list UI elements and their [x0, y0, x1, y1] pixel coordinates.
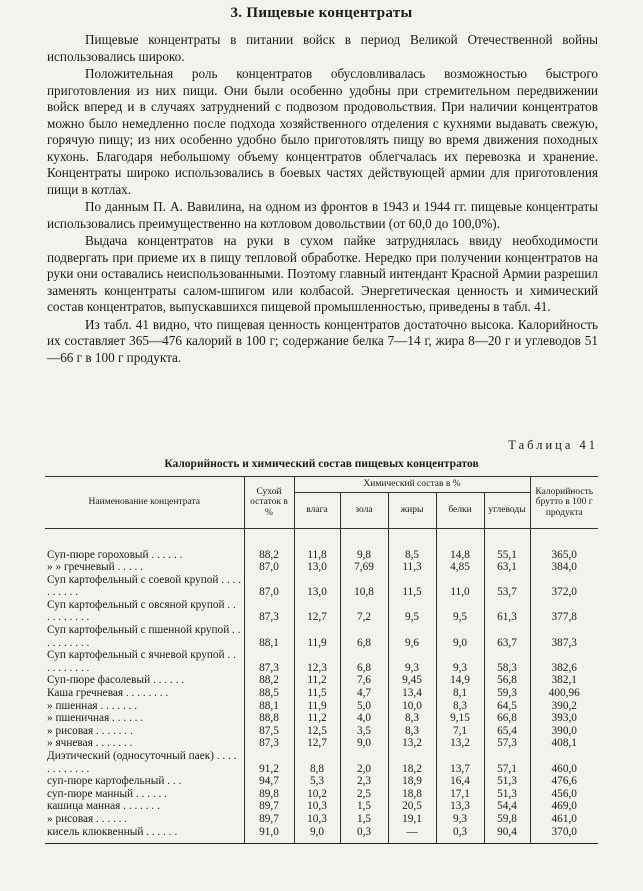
table-row — [45, 712, 598, 725]
cell-ash: 4,0 — [340, 712, 388, 725]
cell-ash: 4,7 — [340, 687, 388, 700]
cell-ash: 9,8 — [340, 528, 388, 561]
cell-dry: 91,2 — [244, 750, 294, 775]
cell-moisture: 13,0 — [294, 561, 340, 574]
table-row — [45, 599, 598, 624]
cell-name: » » гречневый . . . . . — [47, 561, 143, 574]
cell-dry: 88,8 — [244, 712, 294, 725]
cell-ash: 9,0 — [340, 737, 388, 750]
header-dry-residue: Сухой остаток в % — [244, 477, 294, 529]
cell-protein: 13,2 — [436, 737, 484, 750]
paragraph: Из табл. 41 видно, что пищевая ценность концентратов достаточно высока. Калорийность их составляет 365—476 калорий в 100 г; содержание белка 7—14 г, жира 8—20 г и углеводов 51—66 г в 100 г продукта. — [47, 316, 598, 365]
cell-carbs: 90,4 — [484, 826, 530, 844]
table-row — [45, 800, 598, 813]
cell-ash: 10,8 — [340, 574, 388, 599]
table-row — [45, 750, 598, 775]
cell-moisture: 12,7 — [294, 599, 340, 624]
cell-calories: 408,1 — [530, 737, 598, 750]
cell-fat: 8,3 — [388, 725, 436, 738]
cell-carbs: 54,4 — [484, 800, 530, 813]
cell-name: Диэтический (односуточный паек) . . . . . . . . . . . . — [47, 750, 237, 775]
cell-moisture: 11,9 — [294, 700, 340, 713]
header-chemical-composition: Химический состав в % — [294, 477, 530, 493]
cell-ash: 2,0 — [340, 750, 388, 775]
cell-moisture: 12,3 — [294, 649, 340, 674]
cell-protein: 14,9 — [436, 674, 484, 687]
cell-fat: 9,6 — [388, 624, 436, 649]
cell-moisture: 10,3 — [294, 813, 340, 826]
cell-dry: 87,0 — [244, 574, 294, 599]
cell-protein: 11,0 — [436, 574, 484, 599]
table-row — [45, 674, 598, 687]
cell-protein: 9,3 — [436, 649, 484, 674]
cell-ash: 2,5 — [340, 788, 388, 801]
cell-calories: 390,2 — [530, 700, 598, 713]
table-row — [45, 574, 598, 599]
cell-fat: 19,1 — [388, 813, 436, 826]
cell-protein: 8,1 — [436, 687, 484, 700]
cell-fat: — — [388, 826, 436, 844]
cell-protein: 13,7 — [436, 750, 484, 775]
cell-moisture: 10,3 — [294, 800, 340, 813]
cell-ash: 7,6 — [340, 674, 388, 687]
cell-protein: 4,85 — [436, 561, 484, 574]
cell-carbs: 53,7 — [484, 574, 530, 599]
table-row — [45, 725, 598, 738]
cell-dry: 87,3 — [244, 649, 294, 674]
paragraph: Выдача концентратов на руки в сухом пайке затруднялась ввиду необходимости подвергать при приеме их в пищу тепловой обработке. Нередко при получении концентратов на руки они оставались неиспользованными. Поэтому главный интендант Красной Армии разрешил заменять концентраты салом-шпигом или колбасой. Энергетическая ценность и химический состав концентратов, выпускавшихся пищевой промышленностью, приведены в табл. 41. — [47, 233, 598, 314]
cell-ash: 1,5 — [340, 813, 388, 826]
cell-dry: 88,2 — [244, 674, 294, 687]
cell-calories: 390,0 — [530, 725, 598, 738]
cell-protein: 7,1 — [436, 725, 484, 738]
cell-ash: 6,8 — [340, 624, 388, 649]
cell-carbs: 55,1 — [484, 528, 530, 561]
header-calories: Калорийность брутто в 100 г продукта — [530, 477, 598, 529]
composition-table — [45, 476, 598, 844]
table-row — [45, 813, 598, 826]
cell-ash: 3,5 — [340, 725, 388, 738]
cell-dry: 87,3 — [244, 599, 294, 624]
cell-carbs: 56,8 — [484, 674, 530, 687]
cell-carbs: 63,1 — [484, 561, 530, 574]
table-row — [45, 624, 598, 649]
cell-carbs: 57,1 — [484, 750, 530, 775]
cell-protein: 9,5 — [436, 599, 484, 624]
table-number: Таблица 41 — [508, 438, 598, 452]
cell-carbs: 59,8 — [484, 813, 530, 826]
cell-dry: 88,1 — [244, 624, 294, 649]
cell-calories: 377,8 — [530, 599, 598, 624]
cell-moisture: 11,9 — [294, 624, 340, 649]
cell-protein: 17,1 — [436, 788, 484, 801]
cell-dry: 87,5 — [244, 725, 294, 738]
table-row — [45, 826, 598, 844]
cell-fat: 20,5 — [388, 800, 436, 813]
cell-dry: 94,7 — [244, 775, 294, 788]
cell-moisture: 11,5 — [294, 687, 340, 700]
cell-dry: 88,5 — [244, 687, 294, 700]
cell-name: Каша гречневая . . . . . . . . — [47, 687, 169, 700]
table-row — [45, 788, 598, 801]
cell-name: кисель клюквенный . . . . . . — [47, 825, 178, 838]
cell-moisture: 12,7 — [294, 737, 340, 750]
cell-dry: 88,1 — [244, 700, 294, 713]
header-fat: жиры — [388, 492, 436, 528]
cell-fat: 8,3 — [388, 712, 436, 725]
cell-moisture: 8,8 — [294, 750, 340, 775]
cell-name: » рисовая . . . . . . — [47, 812, 128, 825]
cell-protein: 14,8 — [436, 528, 484, 561]
cell-fat: 18,2 — [388, 750, 436, 775]
cell-calories: 382,6 — [530, 649, 598, 674]
cell-carbs: 58,3 — [484, 649, 530, 674]
header-name: Наименование концентрата — [45, 477, 244, 529]
cell-ash: 5,0 — [340, 700, 388, 713]
cell-calories: 384,0 — [530, 561, 598, 574]
cell-ash: 1,5 — [340, 800, 388, 813]
cell-carbs: 57,3 — [484, 737, 530, 750]
cell-fat: 8,5 — [388, 528, 436, 561]
cell-moisture: 12,5 — [294, 725, 340, 738]
cell-name: Суп-пюре гороховый . . . . . . — [47, 548, 183, 561]
paragraph: Положительная роль концентратов обусловливалась возможностью быстрого приготовления из них пищи. Они были особенно удобны при стремительном передвижении войск вперед и в случаях затруднений с подвозом продовольствия. При наличии концентратов можно было немедленно после подхода хозяйственного отделения с кухнями выдавать свежую, горячую пищу; из них особенно удобно было приготовлять пищу во время движения походных кухонь. Благодаря небольшому объему концентратов облегчалась их перевозка и хранение. Концентраты широко использовались в боевых частях действующей армии для приготовления пищи в котлах. — [47, 66, 598, 197]
cell-moisture: 10,2 — [294, 788, 340, 801]
cell-calories: 365,0 — [530, 528, 598, 561]
header-ash: зола — [340, 492, 388, 528]
cell-carbs: 59,3 — [484, 687, 530, 700]
cell-ash: 2,3 — [340, 775, 388, 788]
table-title: Калорийность и химический состав пищевых концентратов — [164, 458, 479, 470]
cell-calories: 456,0 — [530, 788, 598, 801]
cell-protein: 0,3 — [436, 826, 484, 844]
cell-dry: 89,8 — [244, 788, 294, 801]
body-text — [47, 32, 598, 367]
cell-protein: 9,15 — [436, 712, 484, 725]
cell-name: Суп картофельный с пшенной крупой . . . . . . . . . . — [47, 624, 241, 649]
table-row — [45, 528, 598, 561]
cell-protein: 9,3 — [436, 813, 484, 826]
cell-fat: 9,5 — [388, 599, 436, 624]
cell-dry: 89,7 — [244, 813, 294, 826]
table-row — [45, 649, 598, 674]
cell-fat: 18,9 — [388, 775, 436, 788]
cell-fat: 13,2 — [388, 737, 436, 750]
cell-carbs: 61,3 — [484, 599, 530, 624]
cell-calories: 370,0 — [530, 826, 598, 844]
cell-protein: 16,4 — [436, 775, 484, 788]
cell-ash: 7,69 — [340, 561, 388, 574]
header-moisture: влага — [294, 492, 340, 528]
cell-moisture: 9,0 — [294, 826, 340, 844]
cell-fat: 18,8 — [388, 788, 436, 801]
cell-name: суп-пюре манный . . . . . . — [47, 787, 167, 800]
header-protein: белки — [436, 492, 484, 528]
cell-dry: 88,2 — [244, 528, 294, 561]
table-row — [45, 687, 598, 700]
cell-name: Суп картофельный с ячневой крупой . . . . . . . . . . — [47, 649, 236, 674]
cell-fat: 11,3 — [388, 561, 436, 574]
cell-fat: 13,4 — [388, 687, 436, 700]
cell-carbs: 66,8 — [484, 712, 530, 725]
cell-name: кашица манная . . . . . . . — [47, 800, 160, 813]
cell-protein: 8,3 — [436, 700, 484, 713]
cell-calories: 400,96 — [530, 687, 598, 700]
table-row — [45, 561, 598, 574]
cell-calories: 382,1 — [530, 674, 598, 687]
cell-calories: 469,0 — [530, 800, 598, 813]
cell-name: Суп картофельный с соевой крупой . . . . . . . . . . — [47, 573, 242, 599]
paragraph: По данным П. А. Вавилина, на одном из фронтов в 1943 и 1944 гг. пищевые концентраты использовались преимущественно на котловом довольствии (от 60,0 до 100,0%). — [47, 199, 598, 231]
cell-carbs: 64,5 — [484, 700, 530, 713]
cell-name: » пшенная . . . . . . . — [47, 699, 138, 712]
cell-moisture: 11,2 — [294, 712, 340, 725]
cell-calories: 393,0 — [530, 712, 598, 725]
cell-dry: 91,0 — [244, 826, 294, 844]
cell-name: » пшеничная . . . . . . — [47, 712, 144, 725]
cell-fat: 9,3 — [388, 649, 436, 674]
cell-calories: 476,6 — [530, 775, 598, 788]
cell-moisture: 5,3 — [294, 775, 340, 788]
cell-calories: 461,0 — [530, 813, 598, 826]
cell-calories: 460,0 — [530, 750, 598, 775]
section-heading: 3. Пищевые концентраты — [230, 5, 413, 21]
cell-name: » ячневая . . . . . . . — [47, 737, 133, 750]
cell-ash: 6,8 — [340, 649, 388, 674]
cell-dry: 87,0 — [244, 561, 294, 574]
cell-protein: 9,0 — [436, 624, 484, 649]
cell-moisture: 11,8 — [294, 528, 340, 561]
cell-name: Суп картофельный с овсяной крупой . . . . . . . . . . — [47, 598, 236, 624]
cell-calories: 387,3 — [530, 624, 598, 649]
cell-fat: 10,0 — [388, 700, 436, 713]
table-row — [45, 737, 598, 750]
table-body — [45, 528, 598, 844]
cell-ash: 7,2 — [340, 599, 388, 624]
cell-carbs: 51,3 — [484, 788, 530, 801]
cell-dry: 87,3 — [244, 737, 294, 750]
cell-carbs: 65,4 — [484, 725, 530, 738]
cell-moisture: 13,0 — [294, 574, 340, 599]
cell-calories: 372,0 — [530, 574, 598, 599]
cell-carbs: 51,3 — [484, 775, 530, 788]
cell-carbs: 63,7 — [484, 624, 530, 649]
cell-fat: 11,5 — [388, 574, 436, 599]
cell-dry: 89,7 — [244, 800, 294, 813]
cell-name: суп-пюре картофельный . . . — [47, 775, 182, 788]
table-row — [45, 700, 598, 713]
header-carbs: углеводы — [484, 492, 530, 528]
cell-name: Суп-пюре фасолевый . . . . . . — [47, 674, 185, 687]
paragraph: Пищевые концентраты в питании войск в период Великой Отечественной войны использовались широко. — [47, 32, 598, 64]
cell-ash: 0,3 — [340, 826, 388, 844]
cell-protein: 13,3 — [436, 800, 484, 813]
table-row — [45, 775, 598, 788]
cell-name: » рисовая . . . . . . . — [47, 724, 133, 737]
cell-moisture: 11,2 — [294, 674, 340, 687]
cell-fat: 9,45 — [388, 674, 436, 687]
